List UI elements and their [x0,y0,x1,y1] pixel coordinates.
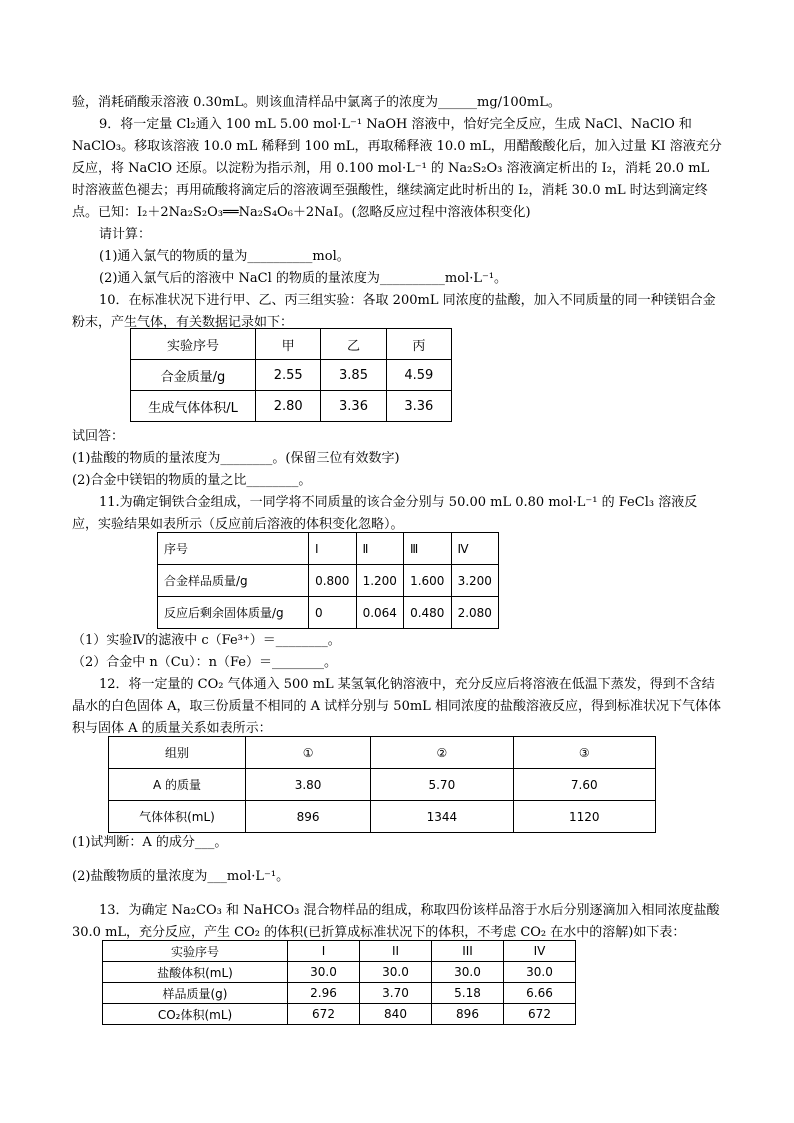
q13-text: 13．为确定 Na₂CO₃ 和 NaHCO₃ 混合物样品的组成，称取四份该样品溶于水后分别逐滴加入相同浓度盐酸 30.0 mL，充分反应，产生 CO₂ 的体积(已折算成标准状况下的体积，不考虑 CO₂ 在水中的溶解)如下表： [72,903,720,940]
q12-cell: 5.70 [371,769,513,801]
q10-sub1: (1)盐酸的物质的量浓度为________。(保留三位有效数字) [72,451,400,466]
q12-sub1: (1)试判断：A 的成分___。 [72,835,228,850]
q12-text: 12．将一定量的 CO₂ 气体通入 500 mL 某氢氧化钠溶液中，充分反应后将溶液在低温下蒸发，得到不含结晶水的白色固体 A，取三份质量不相同的 A 试样分别与 50mL 相同浓度的盐酸溶液反应，得到标准状况下气体体积与固体 A 的质量关系如表所示： [72,677,721,736]
q13-cell: 30.0 [504,962,576,983]
q11-cell: 反应后剩余固体质量/g [158,597,309,629]
q9-ask: 请计算： [99,227,152,242]
q10-cell: 4.59 [386,360,451,391]
q12-cell: 1120 [513,801,655,833]
q10-th: 实验序号 [131,329,256,360]
q13-cell: 896 [432,1004,504,1025]
q10-th: 乙 [321,329,386,360]
q13-cell: 30.0 [288,962,360,983]
q11-th: Ⅰ [309,533,357,565]
q13-th: I [288,941,360,962]
q12-cell: A 的质量 [109,769,246,801]
q11-th: Ⅲ [404,533,452,565]
q10-sub2: (2)合金中镁铝的物质的量之比________。 [72,473,312,488]
q13-cell: 盐酸体积(mL) [103,962,288,983]
q12-cell: 7.60 [513,769,655,801]
q12-cell: 气体体积(mL) [109,801,246,833]
q12-cell: 3.80 [246,769,371,801]
q11-cell: 0.480 [404,597,452,629]
q11-th: 序号 [158,533,309,565]
q11-th: Ⅱ [356,533,404,565]
q10-cell: 2.55 [256,360,321,391]
q10-ask: 试回答： [72,429,125,444]
q13-cell: 样品质量(g) [103,983,288,1004]
q12-th: 组别 [109,737,246,769]
q10-text: 10．在标准状况下进行甲、乙、丙三组实验：各取 200mL 同浓度的盐酸，加入不同质量的同一种镁铝合金粉末，产生气体，有关数据记录如下： [72,293,716,330]
q11-cell: 0 [309,597,357,629]
q13-cell: 30.0 [432,962,504,983]
q13-cell: 2.96 [288,983,360,1004]
q13-th: 实验序号 [103,941,288,962]
q12-cell: 1344 [371,801,513,833]
q10-cell: 3.85 [321,360,386,391]
q13-cell: 672 [504,1004,576,1025]
q11-cell: 3.200 [451,565,499,597]
q10-cell: 合金质量/g [131,360,256,391]
q13-cell: 672 [288,1004,360,1025]
q11-text: 11.为确定铜铁合金组成，一同学将不同质量的该合金分别与 50.00 mL 0.80 mol·L⁻¹ 的 FeCl₃ 溶液反应，实验结果如表所示（反应前后溶液的体积变化忽略）。 [72,495,698,532]
q13-cell: 840 [360,1004,432,1025]
q10-th: 丙 [386,329,451,360]
q9-text: 9．将一定量 Cl₂通入 100 mL 5.00 mol·L⁻¹ NaOH 溶液中，恰好完全反应，生成 NaCl、NaClO 和 NaClO₃。移取该溶液 10.0 mL 稀释到 100 mL，再取稀释液 10.0 mL，用醋酸酸化后，加入过量 KI 溶液充分反应，将 NaClO 还原。以淀粉为指示剂，用 0.100 mol·L⁻¹ 的 Na₂S₂O₃ 溶液滴定析出的 I₂，消耗 20.0 mL 时溶液蓝色褪去；再用硫酸将滴定后的溶液调至强酸性，继续滴定此时析出的 I₂，消耗 30.0 mL 时达到滴定终点。已知：I₂＋2Na₂S₂O₃══Na₂S₄O₆＋2NaI。(忽略反应过程中溶液体积变化) [72,117,722,220]
q10-table [130,328,452,422]
q9-sub1: (1)通入氯气的物质的量为__________mol。 [99,249,350,264]
q11-table [157,532,499,629]
q13-th: IV [504,941,576,962]
q12-th: ③ [513,737,655,769]
q12-sub2: (2)盐酸物质的量浓度为___mol·L⁻¹。 [72,869,290,884]
q11-cell: 合金样品质量/g [158,565,309,597]
q11-cell: 0.064 [356,597,404,629]
q12-th: ① [246,737,371,769]
q12-table [108,736,656,833]
q12-cell: 896 [246,801,371,833]
q11-sub1: （1）实验Ⅳ的滤液中 c（Fe³⁺）＝________。 [72,633,341,648]
q13-cell: CO₂体积(mL) [103,1004,288,1025]
q10-cell: 生成气体体积/L [131,391,256,422]
q11-cell: 2.080 [451,597,499,629]
q13-cell: 6.66 [504,983,576,1004]
q10-cell: 3.36 [386,391,451,422]
top-line: 验，消耗硝酸汞溶液 0.30mL。则该血清样品中氯离子的浓度为______mg/100mL。 [72,95,561,110]
q11-cell: 1.600 [404,565,452,597]
q13-cell: 30.0 [360,962,432,983]
q11-sub2: （2）合金中 n（Cu）：n（Fe）＝________。 [72,655,337,670]
q10-th: 甲 [256,329,321,360]
q12-th: ② [371,737,513,769]
q13-th: III [432,941,504,962]
q13-table [102,940,576,1025]
q13-cell: 5.18 [432,983,504,1004]
q11-cell: 1.200 [356,565,404,597]
q10-cell: 3.36 [321,391,386,422]
q11-th: Ⅳ [451,533,499,565]
q11-cell: 0.800 [309,565,357,597]
q9-sub2: (2)通入氯气后的溶液中 NaCl 的物质的量浓度为__________mol·L⁻¹。 [99,271,508,286]
q10-cell: 2.80 [256,391,321,422]
q13-th: II [360,941,432,962]
q13-cell: 3.70 [360,983,432,1004]
